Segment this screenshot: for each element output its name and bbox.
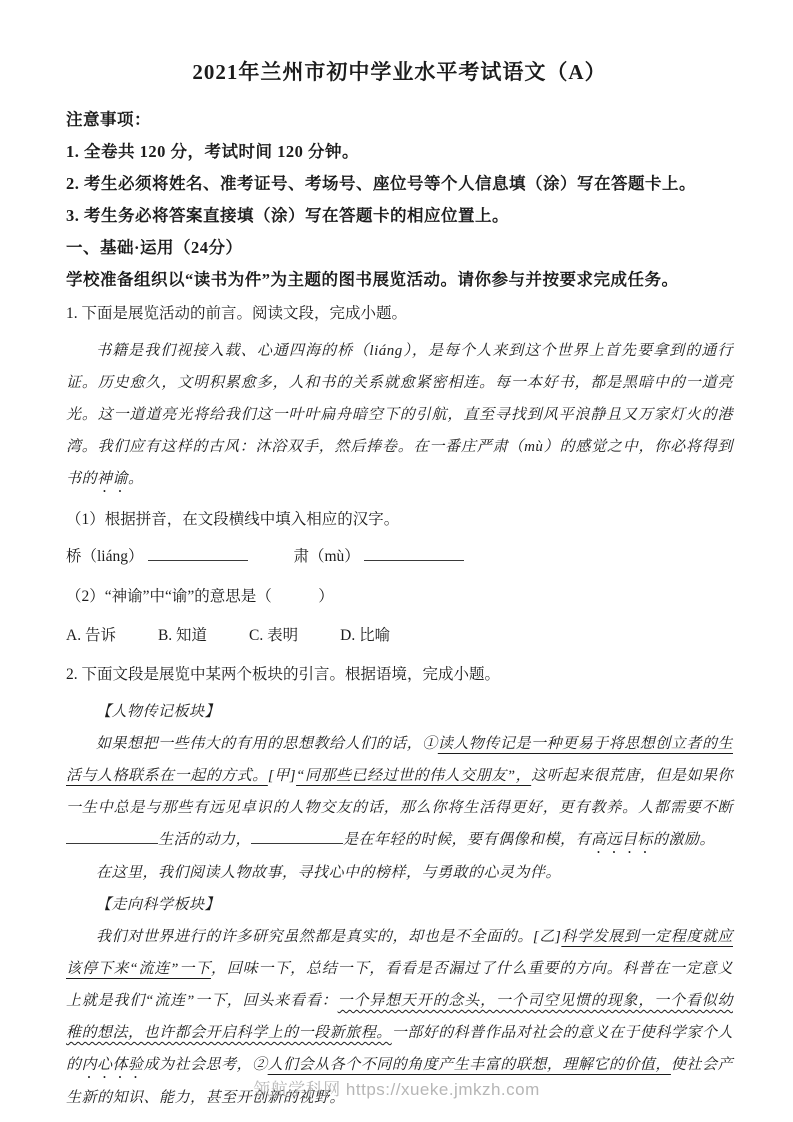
- q1-sub1-answer-line: [66, 541, 733, 573]
- passage-text: 成为社会思考，②: [143, 1057, 268, 1073]
- passage-text: 是在年轻的时候，要有偶像和模，有: [343, 832, 592, 848]
- answer-blank: [251, 830, 343, 844]
- q1-stem: 1. 下面是展览活动的前言。阅读文段，完成小题。: [66, 305, 408, 322]
- passage-text: 书籍是我们视接入载、心通四海的桥（liáng），是每个人来到这个世界上首先要拿到的通行证。历史愈久，文明积累愈多，人和书的关系就愈紧密相连。每一本好书，都是黑暗中的一道亮光。这一道道亮光将给我们这一叶叶扁舟暗空下的引航，直至寻找到风平浪静且又万家灯火的港湾。我们应有这样的古风：沐浴双手，然后捧卷。在一番庄严肃（mù）的感觉之中，你必将得到书的: [66, 343, 733, 487]
- notes-section: [66, 104, 733, 232]
- passage-text: 我们对世界进行的许多研究虽然都是真实的，却也是不全面的。[乙]: [96, 929, 562, 945]
- underlined-text: “同那些已经过世的伟人交朋友”，: [296, 768, 532, 784]
- q2-stem: 2. 下面文段是展览中某两个板块的引言。根据语境，完成小题。: [66, 666, 501, 683]
- note-item-3: 3. 考生务必将答案直接填（涂）写在答题卡的相应位置上。: [66, 206, 509, 225]
- answer-blank: [148, 547, 248, 561]
- watermark: 领航学科网 https://xueke.jmkzh.com: [253, 1080, 540, 1099]
- q2-bio-closing: 在这里，我们阅读人物故事，寻找心中的榜样，与勇敢的心灵为伴。: [96, 865, 562, 881]
- passage-text: [甲]: [267, 768, 297, 784]
- q1-sub2-options: [66, 620, 733, 651]
- q2-bio-paragraph: [66, 728, 733, 857]
- option-b: B. 知道: [157, 627, 208, 644]
- passage-text: 这听起来很荒唐，但是如果你一生中总是与那些有远见卓识的人物交友的话，那么你将生活得更好，更有教养。人都需要不断: [66, 768, 733, 816]
- passage-text: 如果想把一些伟大的有用的思想教给人们的话，①: [96, 736, 438, 752]
- q2-bio-heading: 【人物传记板块】: [96, 704, 221, 720]
- answer-blank: [364, 547, 464, 561]
- page-title: 2021年兰州市初中学业水平考试语文（A）: [192, 60, 607, 84]
- passage-text: 一部好的科普作品对社会的意义在于使科学家个人的: [66, 1025, 733, 1073]
- option-a: A. 告诉: [66, 627, 116, 644]
- passage-text: 的激励。: [653, 832, 716, 848]
- emphasized-text: 神谕: [97, 471, 129, 487]
- underlined-text: 读人物传记是一种更易于将思想创立者的生活与人格联系在一起的方式。: [66, 736, 733, 784]
- section-heading: 一、基础·运用（24分）: [66, 238, 243, 257]
- passage-text: ，回味一下，总结一下，看看是否漏过了什么重要的方向。科普在一定意义上就是我们“流连”一下，回头来看看：: [66, 961, 733, 1009]
- option-c: C. 表明: [249, 627, 299, 644]
- note-item-1: 1. 全卷共 120 分，考试时间 120 分钟。: [66, 142, 359, 161]
- option-d: D. 比喻: [340, 627, 391, 644]
- notes-heading: 注意事项：: [66, 110, 151, 129]
- pinyin-label-liang: 桥（liáng）: [66, 548, 144, 565]
- q1-sub1-stem: （1）根据拼音，在文段横线中填入相应的汉字。: [66, 511, 400, 528]
- passage-text: 生活的动力，: [158, 832, 252, 848]
- pinyin-label-mu: 肃（mù）: [293, 548, 360, 565]
- underlined-text: 科学发展到一定程度就应该停下来“流连”一下: [66, 929, 733, 977]
- note-item-2: 2. 考生必须将姓名、准考证号、考场号、座位号等个人信息填（涂）写在答题卡上。: [66, 174, 696, 193]
- q1-passage: [66, 335, 733, 496]
- passage-text: 使社会产生新的知识、能力，甚至开创新的视野。: [66, 1057, 733, 1106]
- section-intro: 学校准备组织以“读书为件”为主题的图书展览活动。请你参与并按要求完成任务。: [66, 270, 679, 289]
- wavy-underlined-text: 一个异想天开的念头，一个司空见惯的现象，一个看似幼稚的想法，也许都会开启科学上的一段新旅程。: [66, 993, 733, 1041]
- answer-blank: [66, 830, 158, 844]
- q1-sub2-stem: （2）“神谕”中“谕”的意思是（ ）: [66, 588, 334, 605]
- underlined-text: 人们会从各个不同的角度产生丰富的联想，理解它的价值，: [267, 1057, 671, 1073]
- passage-text: 。: [128, 471, 144, 487]
- emphasized-text: 内心体验: [81, 1057, 144, 1073]
- emphasized-text: 高远目标: [591, 832, 654, 848]
- q2-sci-heading: 【走向科学板块】: [96, 897, 221, 913]
